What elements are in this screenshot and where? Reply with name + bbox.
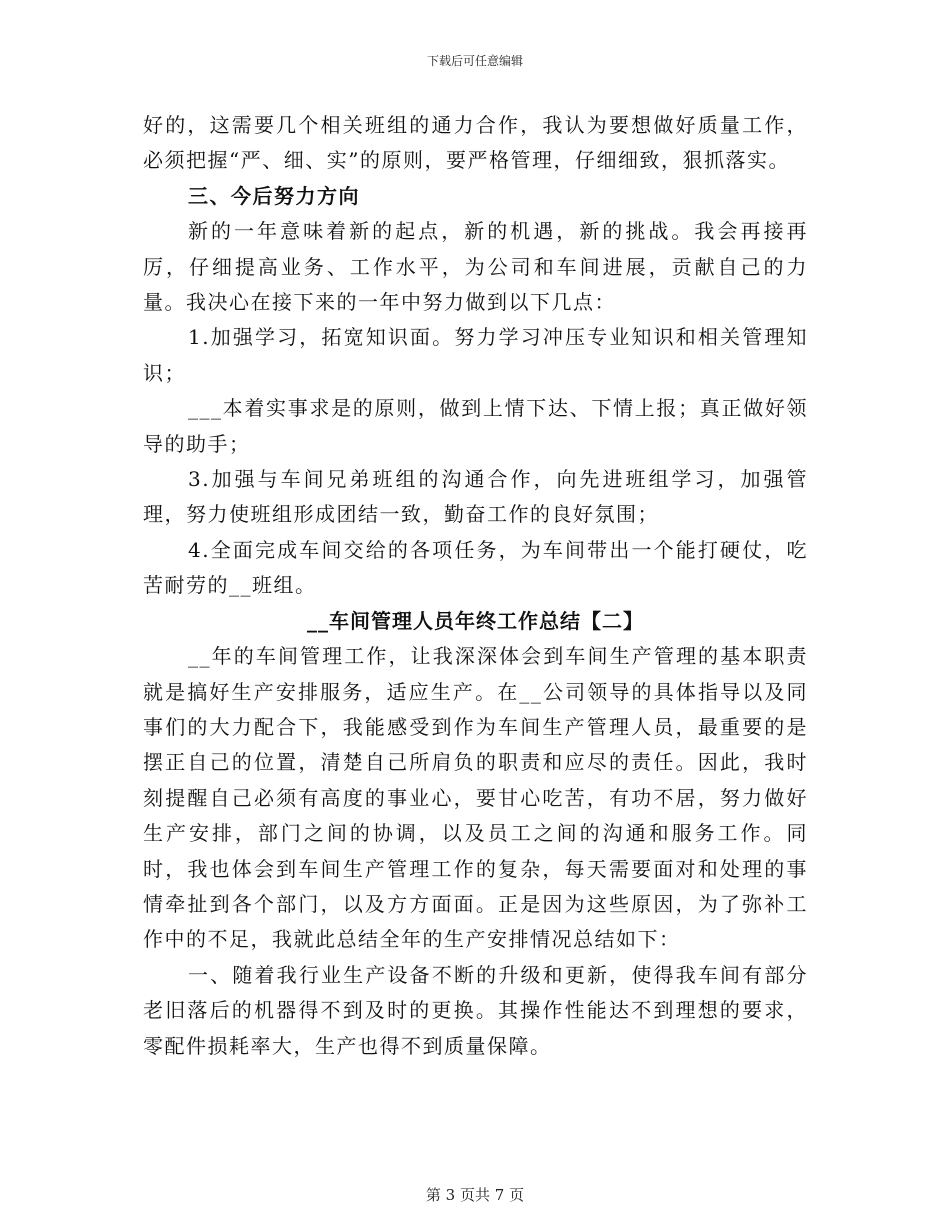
document-body bbox=[143, 108, 808, 1064]
list-item-4: 4.全面完成车间交给的各项任务，为车间带出一个能打硬仗，吃苦耐劳的__班组。 bbox=[143, 537, 808, 598]
paragraph-new-year: 新的一年意味着新的起点，新的机遇，新的挑战。我会再接再厉，仔细提高业务、工作水平，为公司和车间进展，贡献自己的力量。我决心在接下来的一年中努力做到以下几点： bbox=[143, 219, 808, 315]
list-item-3: 3.加强与车间兄弟班组的沟通合作，向先进班组学习，加强管理，努力使班组形成团结一致，勤奋工作的良好氛围； bbox=[143, 467, 808, 527]
page-footer: 第 3 页共 7 页 bbox=[425, 1186, 525, 1204]
list-item-2: ___本着实事求是的原则，做到上情下达、下情上报；真正做好领导的助手； bbox=[143, 396, 808, 456]
paragraph-point-one: 一、随着我行业生产设备不断的升级和更新，使得我车间有部分老旧落后的机器得不到及时的更换。其操作性能达不到理想的要求，零配件损耗率大，生产也得不到质量保障。 bbox=[143, 962, 808, 1058]
page-header: 下载后可任意编辑 bbox=[426, 54, 523, 68]
list-item-1: 1.加强学习，拓宽知识面。努力学习冲压专业知识和相关管理知识； bbox=[143, 325, 808, 385]
document-title-part-two: __车间管理人员年终工作总结【二】 bbox=[307, 608, 644, 633]
section-heading-future-direction: 三、今后努力方向 bbox=[188, 183, 360, 208]
paragraph-summary-intro: __年的车间管理工作，让我深深体会到车间生产管理的基本职责就是搞好生产安排服务，适应生产。在__公司领导的具体指导以及同事们的大力配合下，我能感受到作为车间生产管理人员，最重要的是摆正自己的位置，清楚自己所肩负的职责和应尽的责任。因此，我时刻提醒自己必须有高度的事业心，要甘心吃苦，有功不居，努力做好生产安排，部门之间的协调，以及员工之间的沟通和服务工作。同时，我也体会到车间生产管理工作的复杂，每天需要面对和处理的事情牵扯到各个部门，以及方方面面。正是因为这些原因，为了弥补工作中的不足，我就此总结全年的生产安排情况总结如下： bbox=[143, 644, 808, 952]
paragraph-continuation: 好的，这需要几个相关班组的通力合作，我认为要想做好质量工作，必须把握“严、细、实”的原则，要严格管理，仔细细致，狠抓落实。 bbox=[143, 113, 808, 173]
